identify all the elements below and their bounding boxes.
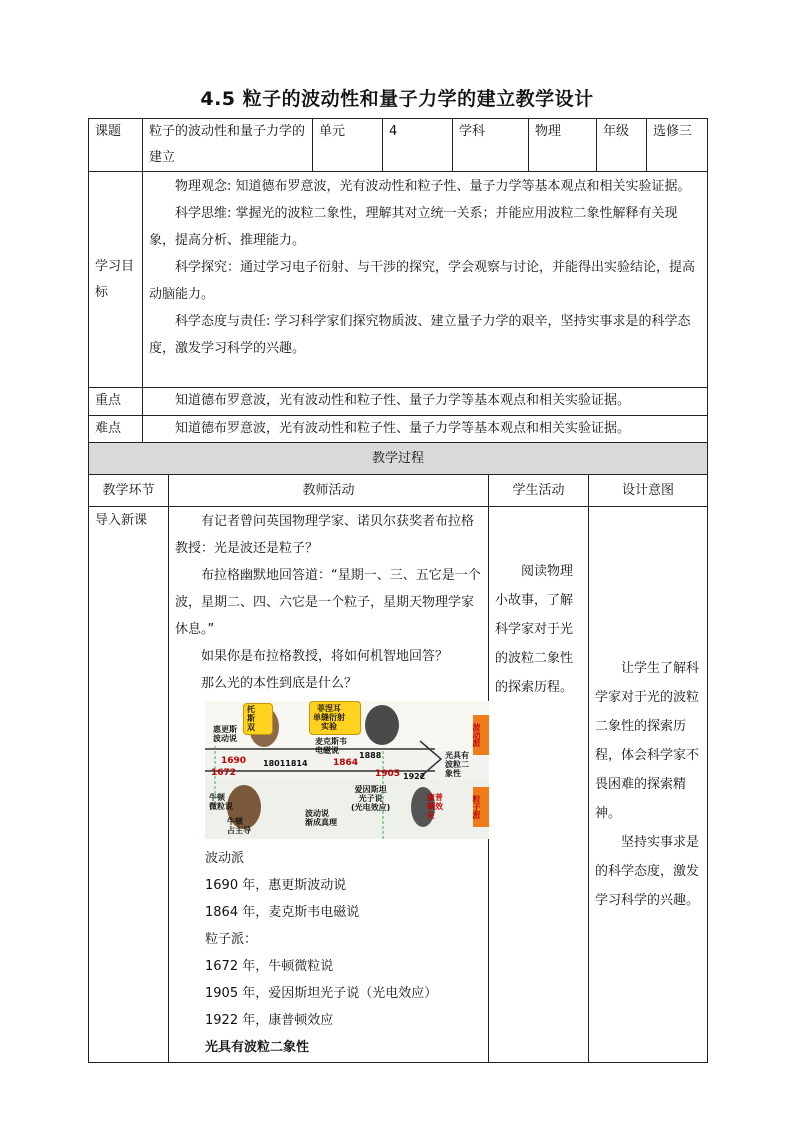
year-1672: 1672 [211, 768, 237, 778]
objectives-content [143, 172, 708, 388]
maxwell-portrait [365, 705, 399, 745]
difficulty-text: 知道德布罗意波，光有波动性和粒子性、量子力学等基本观点和相关实验证据。 [143, 416, 708, 444]
key-point-text: 知道德布罗意波，光有波动性和粒子性、量子力学等基本观点和相关实验证据。 [143, 388, 708, 416]
year-1888: 1888 [359, 751, 382, 760]
key-point-label: 重点 [89, 388, 143, 416]
objectives-label: 学习目标 [89, 172, 143, 388]
objective-item: 科学探究：通过学习电子衍射、与干涉的探究，学会观察与讨论，并能得出实验结论，提高动脑能力。 [149, 260, 696, 302]
intent-para: 坚持实事求是的科学态度，激发学习科学的兴趣。 [595, 835, 700, 908]
year-1905: 1905 [375, 769, 401, 779]
topic-label: 课题 [89, 119, 143, 172]
timeline-item: 1922 年，康普顿效应 [205, 1013, 334, 1028]
teacher-para: 有记者曾问英国物理学家、诺贝尔获奖者布拉格教授：光是波还是粒子？ [175, 514, 475, 556]
objective-item: 科学思维: 掌握光的波粒二象性，理解其对立统一关系；并能应用波粒二象性解释有关现象，提高分析、推理能力。 [149, 206, 678, 248]
topic-value: 粒子的波动性和量子力学的建立 [143, 119, 313, 172]
grade-value: 选修三 [647, 119, 708, 172]
col-student: 学生活动 [489, 475, 589, 507]
label-wave-truth: 波动说 渐成真理 [305, 809, 337, 827]
teacher-activity [169, 507, 489, 1063]
particle-side-tag: 粒子派 [473, 787, 489, 827]
year-1690: 1690 [221, 756, 247, 766]
header-row [89, 119, 708, 172]
intent-para: 让学生了解科学家对于光的波粒二象性的探索历程，体会科学家不畏困难的探索精神。 [595, 661, 700, 821]
timeline-item: 1690 年，惠更斯波动说 [205, 878, 347, 893]
timeline-item: 波动派 [205, 851, 245, 866]
objective-item: 科学态度与责任: 学习科学家们探究物质波、建立量子力学的艰辛，坚持实事求是的科学态度，激发学习科学的兴趣。 [149, 314, 691, 356]
student-activity-text: 阅读物理小故事，了解科学家对于光的波粒二象性的探索历程。 [495, 564, 574, 695]
label-huygens: 惠更斯 波动说 [213, 725, 237, 743]
year-1864: 1864 [333, 758, 359, 768]
timeline-figure [205, 701, 489, 839]
wave-side-tag: 波动派 [473, 715, 489, 755]
teacher-para: 那么光的本性到底是什么？ [201, 676, 358, 691]
subject-label: 学科 [453, 119, 529, 172]
year-1801-1814: 18011814 [263, 759, 308, 768]
process-columns-row [89, 475, 708, 507]
label-maxwell: 麦克斯韦 电磁说 [315, 737, 347, 755]
year-1922: 1922 [403, 772, 426, 781]
label-result: 光具有 波粒二 象性 [445, 751, 469, 778]
student-activity [489, 507, 589, 1063]
conclusion: 光具有波粒二象性 [205, 1040, 310, 1055]
objective-item: 物理观念: 知道德布罗意波，光有波动性和粒子性、量子力学等基本观点和相关实验证据。 [175, 179, 691, 194]
timeline-item: 粒子派： [205, 932, 258, 947]
label-compton: 康普 顿效 应 [427, 793, 443, 820]
timeline-item: 1672 年，牛顿微粒说 [205, 959, 334, 974]
difficulty-label: 难点 [89, 416, 143, 444]
timeline-item: 1905 年，爱因斯坦光子说（光电效应） [205, 986, 438, 1001]
info-table [88, 118, 708, 444]
col-intent: 设计意图 [589, 475, 708, 507]
label-einstein: 爱因斯坦 光子说 (光电效应) [351, 785, 391, 812]
grade-label: 年级 [597, 119, 647, 172]
unit-label: 单元 [313, 119, 383, 172]
timeline-item: 1864 年，麦克斯韦电磁说 [205, 905, 360, 920]
difficulty-row [89, 416, 708, 444]
intro-row [89, 507, 708, 1063]
col-stage: 教学环节 [89, 475, 169, 507]
teacher-para: 布拉格幽默地回答道：“星期一、三、五它是一个波，星期二、四、六它是一个粒子，星期天物理学家休息。” [175, 568, 481, 637]
teacher-para: 如果你是布拉格教授，将如何机智地回答？ [201, 649, 449, 664]
design-intent [589, 507, 708, 1063]
label-newton: 牛顿 微粒说 [209, 793, 233, 811]
process-heading-row [89, 443, 708, 475]
objectives-row [89, 172, 708, 388]
page-title: 4.5 粒子的波动性和量子力学的建立教学设计 [200, 88, 594, 110]
key-point-row [89, 388, 708, 416]
process-table [88, 442, 708, 1063]
col-teacher: 教师活动 [169, 475, 489, 507]
unit-value: 4 [383, 119, 453, 172]
subject-value: 物理 [529, 119, 597, 172]
label-young: 托 斯 双 [247, 705, 255, 732]
label-newton-dominant: 牛顿 占主导 [227, 817, 251, 835]
label-fresnel: 菲涅耳 单缝衍射 实验 [313, 704, 345, 731]
stage-cell: 导入新课 [89, 507, 169, 1063]
process-heading: 教学过程 [89, 443, 708, 475]
